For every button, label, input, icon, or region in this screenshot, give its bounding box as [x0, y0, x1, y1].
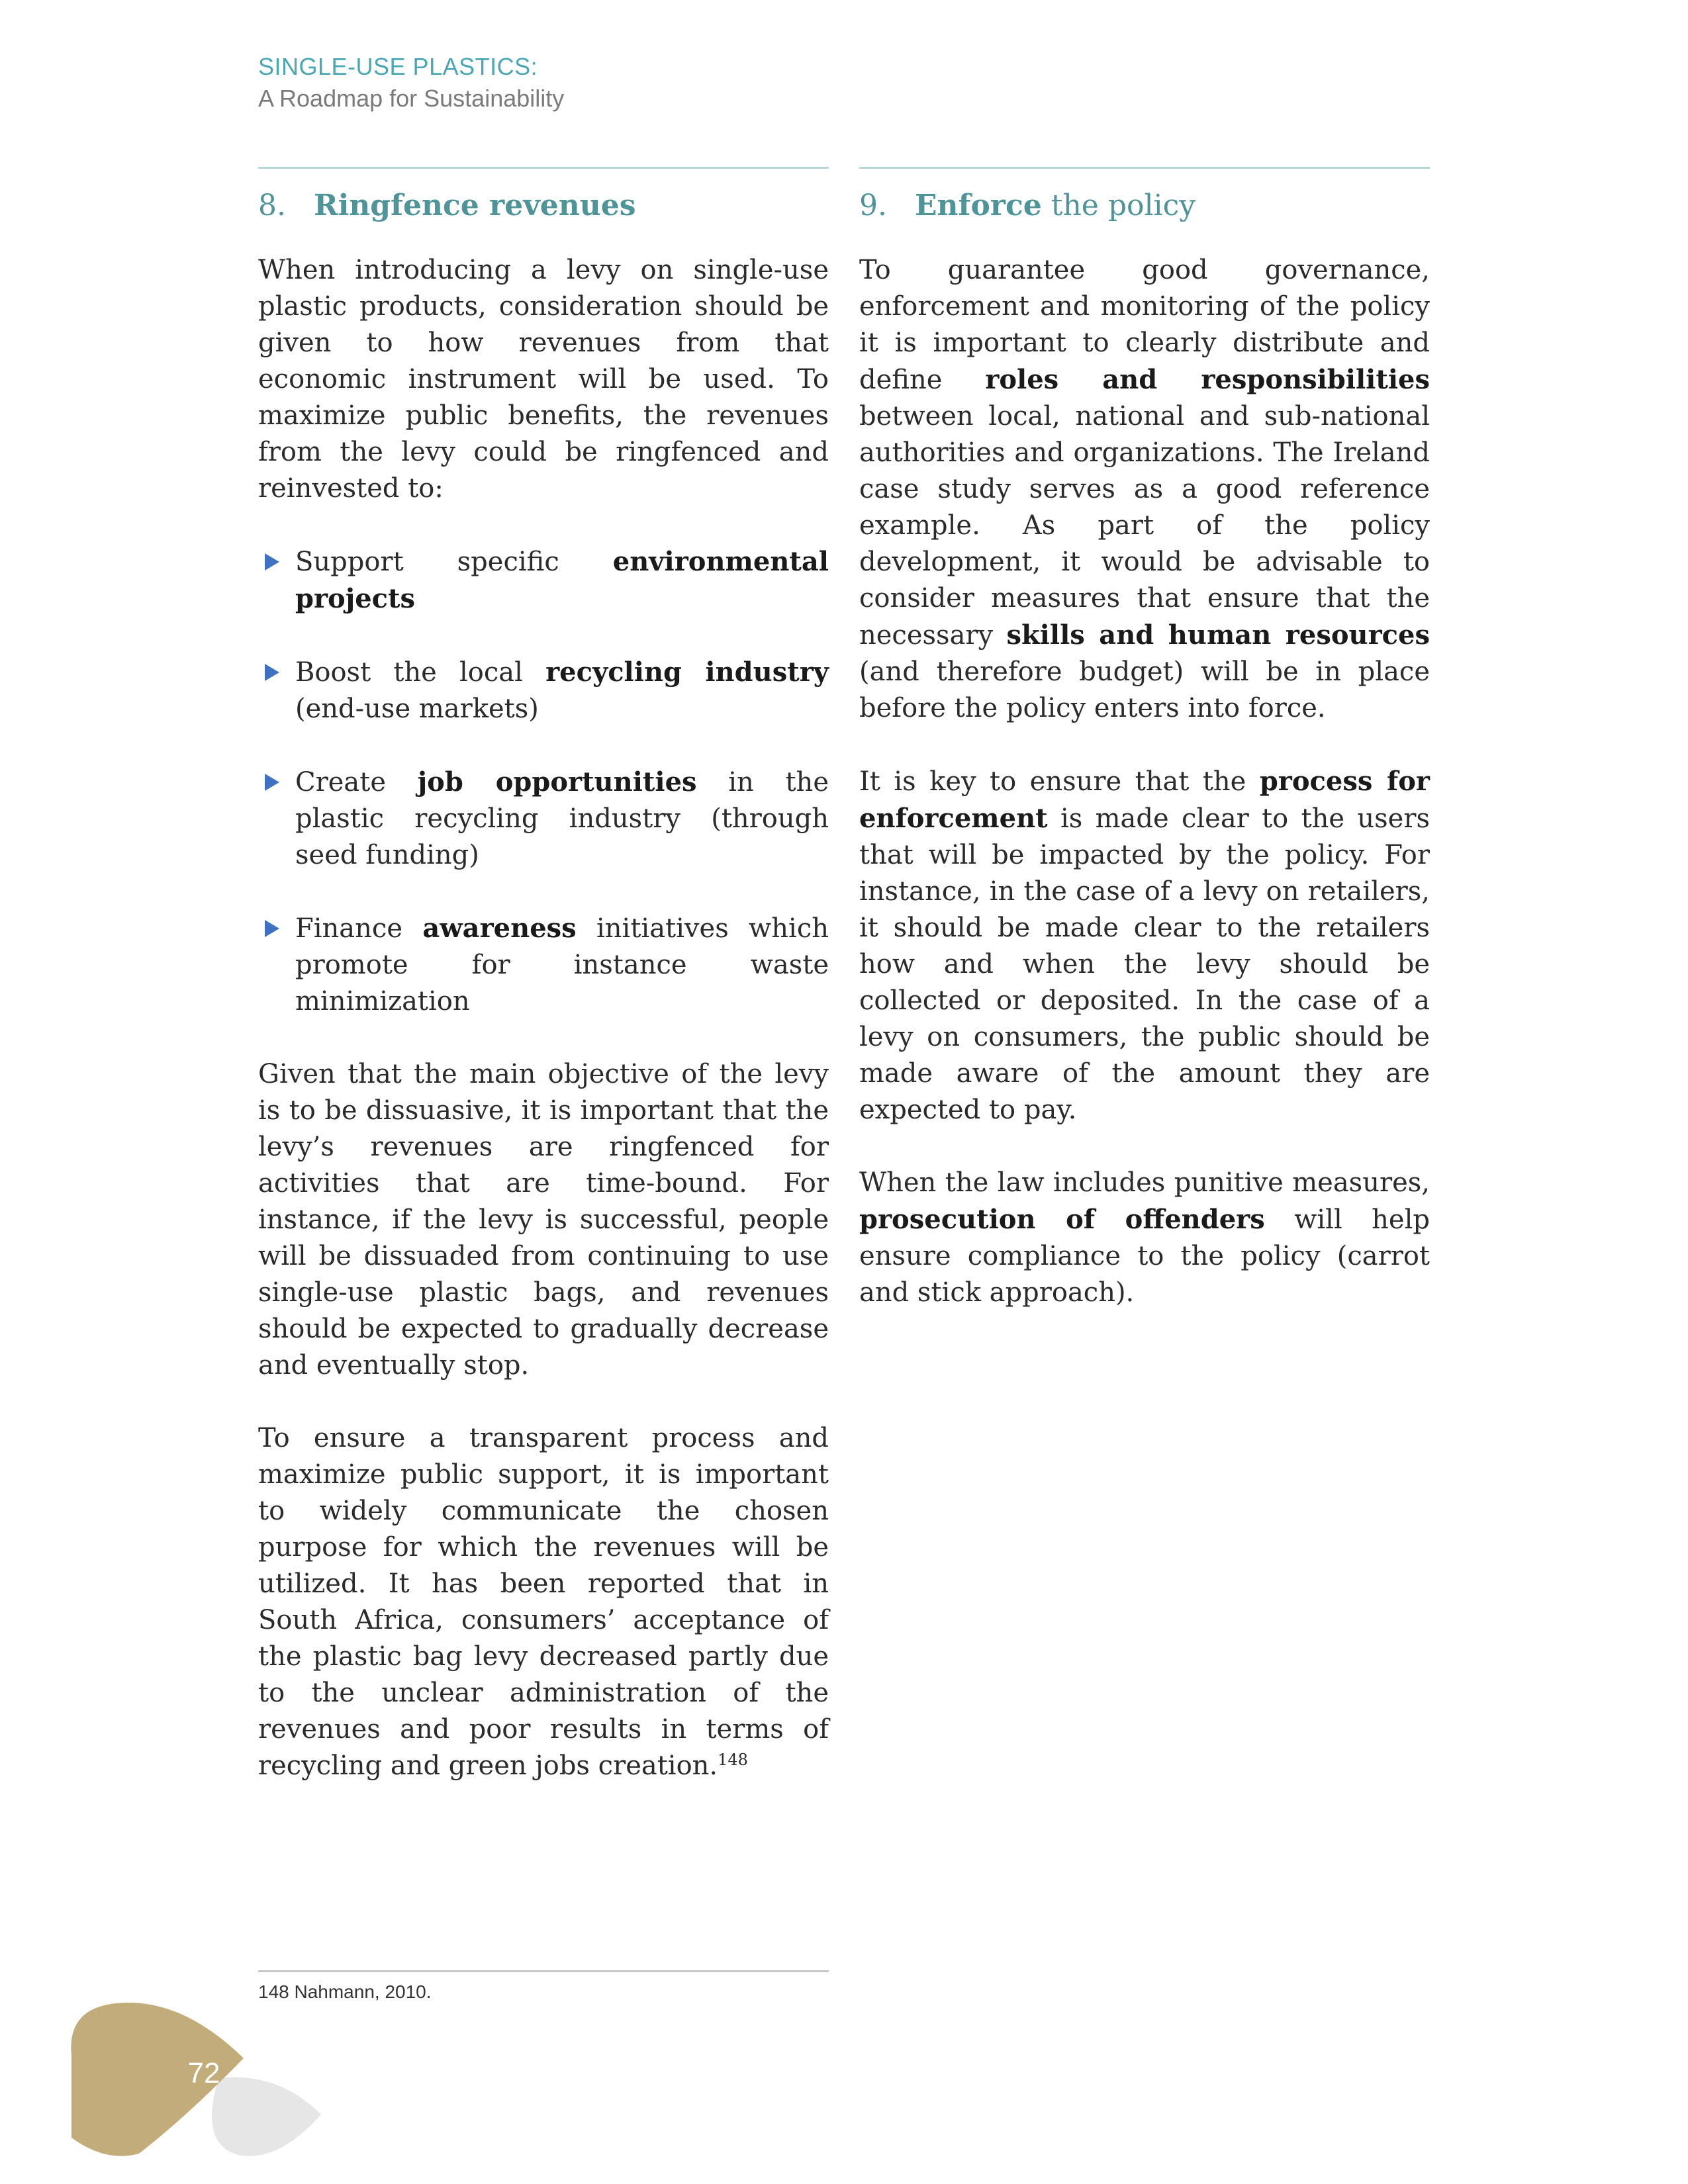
footnote-divider — [258, 1970, 829, 1972]
bullet-item — [258, 543, 829, 617]
bullet-text: Support specific environmental projects — [295, 546, 829, 615]
footnote-text: 148 Nahmann, 2010. — [258, 1981, 432, 2002]
bullet-text: Finance awareness initiatives which promote for instance waste minimization — [295, 913, 829, 1017]
section-9-top-rule — [859, 167, 1430, 169]
page-number: 72 — [187, 2057, 220, 2089]
bullet-text: Boost the local recycling industry (end-use markets) — [295, 657, 829, 725]
section-8-title: Ringfence revenues — [314, 189, 636, 222]
triangle-bullet-icon — [265, 774, 279, 791]
footnote-reference[interactable]: 148 — [718, 1751, 748, 1770]
running-header-title: SINGLE-USE PLASTICS: — [258, 53, 538, 80]
section-8-paragraph-2: Given that the main objective of the levy is to be dissuasive, it is important that the levy’s revenues are ringfenced for activities that are time-bound. For instance, if the levy is successful, people will be dissuaded from continuing to use single-use plastic bags, and revenues should be expected to gradually decrease and eventually stop. — [258, 1059, 829, 1381]
section-8-intro: When introducing a levy on single-use plastic products, consideration should be given to how revenues from that economic instrument will be used. To maximize public benefits, the revenues from the levy could be ringfenced and reinvested to: — [258, 255, 829, 504]
section-9-title: Enforce the policy — [915, 189, 1196, 222]
triangle-bullet-icon — [265, 553, 279, 570]
bullet-item — [258, 764, 829, 874]
bullet-text: Create job opportunities in the plastic recycling industry (through seed funding) — [295, 766, 829, 871]
bullet-item — [258, 910, 829, 1020]
section-9-heading — [859, 187, 1430, 224]
section-9-number: 9. — [859, 189, 887, 222]
running-header-subtitle: A Roadmap for Sustainability — [258, 85, 565, 112]
section-9-paragraph-1: To guarantee good governance, enforcement and monitoring of the policy it is important to clearly distribute and define roles and responsibilities between local, national and sub-national authorities and organizations. The Ireland case study serves as a good reference example. As part of the policy development, it would be advisable to consider measures that ensure that the necessary skills and human resources (and therefore budget) will be in place before the policy enters into force. — [859, 255, 1430, 724]
triangle-bullet-icon — [265, 920, 279, 937]
section-8-paragraph-3: To ensure a transparent process and maximize public support, it is important to widely communicate the chosen purpose for which the revenues will be utilized. It has been reported that in South Africa, consumers’ acceptance of the plastic bag levy decreased partly due to the unclear administration of the revenues and poor results in terms of recycling and green jobs creation.$^{148}$ — [258, 1423, 829, 1782]
section-8-top-rule — [258, 167, 829, 169]
triangle-bullet-icon — [265, 664, 279, 681]
section-8-heading — [258, 187, 829, 224]
bullet-item — [258, 654, 829, 727]
section-9-paragraph-2: It is key to ensure that the process for enforcement is made clear to the users that will be impacted by the policy. For instance, in the case of a levy on retailers, it should be made clear to the retailers how and when the levy should be collected or deposited. In the case of a levy on consumers, the public should be made aware of the amount they are expected to pay. — [859, 766, 1430, 1126]
section-9-column — [859, 179, 1430, 1347]
section-8-column — [258, 179, 829, 1821]
section-9-paragraph-3: When the law includes punitive measures, prosecution of offenders will help ensure compliance to the policy (carrot and stick approach). — [859, 1167, 1430, 1308]
section-8-number: 8. — [258, 189, 286, 222]
